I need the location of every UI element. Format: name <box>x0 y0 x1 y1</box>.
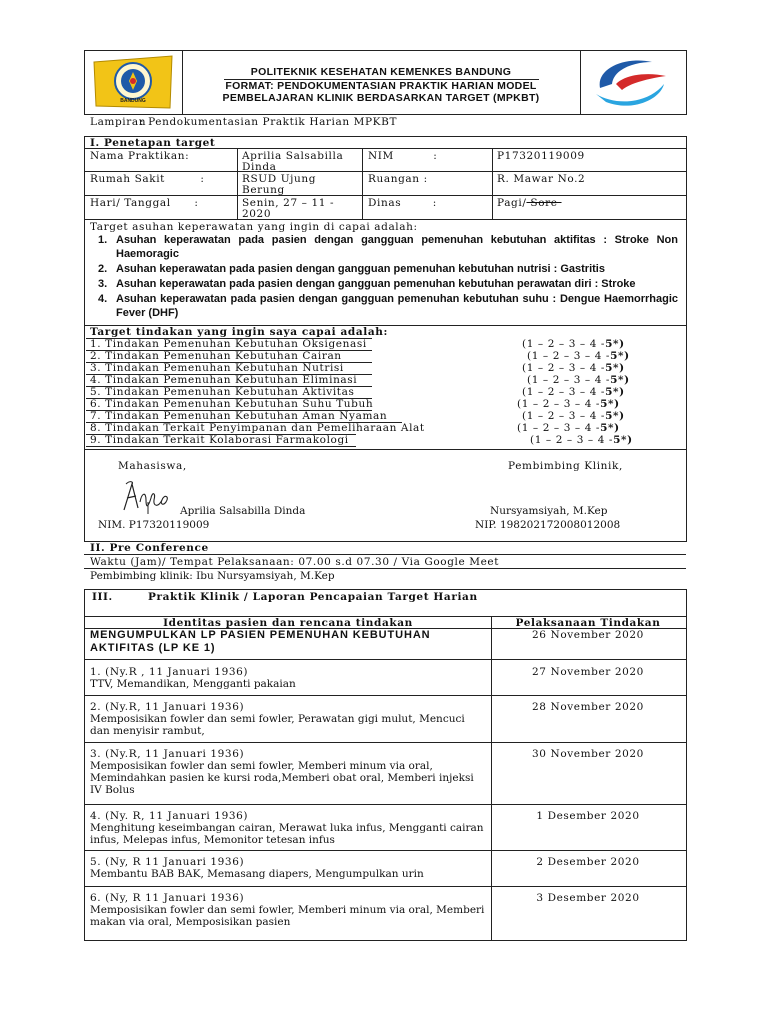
target-item: 1. Asuhan keperawatan pada pasien dengan gangguan pemenuhan kebutuhan aktifitas : Stroke Non Haemoragic <box>98 234 678 260</box>
tindakan-scale: (1 – 2 – 3 – 4 -5*) <box>517 422 620 434</box>
target-list <box>90 233 678 321</box>
date-cell: 2 Desember 2020 <box>536 856 640 868</box>
left-logo-text: BANDUNG <box>120 98 146 104</box>
lp-title-line2: AKTIFITAS (LP KE 1) <box>90 642 216 654</box>
tindakan-item-label: 7. Tindakan Pemenuhan Kebutuhan Aman Nyaman <box>90 410 388 422</box>
poltekkes-logo <box>92 54 174 110</box>
tindakan-item-label: 4. Tindakan Pemenuhan Kebutuhan Eliminasi <box>90 374 358 386</box>
tindakan-heading: Target tindakan yang ingin saya capai adalah: <box>90 326 388 338</box>
section2-title: II. Pre Conference <box>90 542 209 554</box>
patient-actions: Menghitung keseimbangan cairan, Merawat luka infus, Mengganti cairan infus, Melepas infus, Memonitor tetesan infus <box>90 822 484 846</box>
tindakan-scale: (1 – 2 – 3 – 4 -5*) <box>522 338 625 350</box>
nama-value-1: Aprilia Salsabilla <box>242 150 344 162</box>
student-nim: NIM. P17320119009 <box>98 519 210 531</box>
date-cell: 28 November 2020 <box>532 701 644 713</box>
tindakan-scale: (1 – 2 – 3 – 4 -5*) <box>522 386 625 398</box>
hari-value-1: Senin, 27 – 11 - <box>242 197 335 209</box>
tindakan-item-label: 8. Tindakan Terkait Penyimpanan dan Pemeliharaan Alat <box>90 422 425 434</box>
rumah-sakit-value-1: RSUD Ujung <box>242 173 317 185</box>
lampiran-value: : Pendokumentasian Praktik Harian MPKBT <box>140 116 398 128</box>
patient-header: 3. (Ny.R, 11 Januari 1936) <box>90 748 245 760</box>
pembimbing-nip: NIP. 198202172008012008 <box>475 519 621 531</box>
institution-name: POLITEKNIK KESEHATAN KEMENKES BANDUNG <box>250 66 512 78</box>
tindakan-scale: (1 – 2 – 3 – 4 -5*) <box>527 374 630 386</box>
ruangan-label: Ruangan : <box>368 173 428 185</box>
nim-label: NIM : <box>368 150 438 162</box>
tindakan-scale: (1 – 2 – 3 – 4 -5*) <box>527 350 630 362</box>
preconference-time: Waktu (Jam)/ Tempat Pelaksanaan: 07.00 s.d 07.30 / Via Google Meet <box>90 556 500 568</box>
format-title-line2: PEMBELAJARAN KLINIK BERDASARKAN TARGET (MPKBT) <box>222 92 540 104</box>
dinas-value <box>497 197 562 209</box>
tindakan-scale: (1 – 2 – 3 – 4 -5*) <box>517 398 620 410</box>
tindakan-item-label: 2. Tindakan Pemenuhan Kebutuhan Cairan <box>90 350 342 362</box>
date-cell: 3 Desember 2020 <box>536 892 640 904</box>
col-identitas-header: Identitas pasien dan rencana tindakan <box>163 617 413 629</box>
ruangan-value: R. Mawar No.2 <box>497 173 586 185</box>
date-cell: 1 Desember 2020 <box>536 810 640 822</box>
tindakan-item-label: 9. Tindakan Terkait Kolaborasi Farmakologi <box>90 434 349 446</box>
tindakan-item-label: 1. Tindakan Pemenuhan Kebutuhan Oksigenasi <box>90 338 367 350</box>
format-title-line1: FORMAT: PENDOKUMENTASIAN PRAKTIK HARIAN MODEL <box>225 80 537 92</box>
rumah-sakit-label: Rumah Sakit : <box>90 173 205 185</box>
target-item: 2. Asuhan keperawatan pada pasien dengan gangguan pemenuhan kebutuhan nutrisi : Gastritis <box>98 263 605 275</box>
student-signature <box>118 478 178 518</box>
section1-title: I. Penetapan target <box>90 137 216 149</box>
tindakan-item-label: 6. Tindakan Pemenuhan Kebutuhan Suhu Tubuh <box>90 398 374 410</box>
mahasiswa-title: Mahasiswa, <box>118 460 187 472</box>
date-cell: 30 November 2020 <box>532 748 644 760</box>
dinas-pagi: Pagi/ <box>497 197 527 209</box>
pembimbing-title: Pembimbing Klinik, <box>508 460 623 472</box>
patient-actions: Memposisikan fowler dan semi fowler, Memberi minum via oral, Memindahkan pasien ke kursi roda,Memberi obat oral, Memberi injeksi IV Bolus <box>90 760 474 796</box>
patient-actions: Memposisikan fowler dan semi fowler, Perawatan gigi mulut, Mencuci dan menyisir rambut, <box>90 713 465 737</box>
hari-value-2: 2020 <box>242 208 272 220</box>
dinas-sore-struck: Sore <box>526 197 562 209</box>
nim-value: P17320119009 <box>497 150 585 162</box>
patient-actions: Membantu BAB BAK, Memasang diapers, Mengumpulkan urin <box>90 868 424 880</box>
kemenkes-logo <box>586 54 678 110</box>
section3-title: Praktik Klinik / Laporan Pencapaian Target Harian <box>148 591 478 603</box>
hari-label: Hari/ Tanggal : <box>90 197 199 209</box>
rumah-sakit-value-2: Berung <box>242 184 285 196</box>
nama-label: Nama Praktikan: <box>90 150 190 162</box>
patient-header: 5. (Ny, R 11 Januari 1936) <box>90 856 245 868</box>
target-item: 4. Asuhan keperawatan pada pasien dengan gangguan pemenuhan kebutuhan suhu : Dengue Haemorrhagic Fever (DHF) <box>98 293 678 319</box>
section3-number: III. <box>92 591 113 603</box>
date-cell: 26 November 2020 <box>532 629 644 641</box>
target-item: 3. Asuhan keperawatan pada pasien dengan gangguan pemenuhan kebutuhan perawatan diri : Stroke <box>98 278 636 290</box>
student-name: Aprilia Salsabilla Dinda <box>180 505 306 517</box>
date-cell: 27 November 2020 <box>532 666 644 678</box>
dinas-label: Dinas : <box>368 197 437 209</box>
target-intro: Target asuhan keperawatan yang ingin di capai adalah: <box>90 221 418 233</box>
lampiran-label: Lampiran <box>90 116 147 128</box>
tindakan-scale: (1 – 2 – 3 – 4 -5*) <box>522 362 625 374</box>
nama-value-2: Dinda <box>242 161 277 173</box>
patient-actions: Memposisikan fowler dan semi fowler, Memberi minum via oral, Memberi makan via oral, Memposisikan pasien <box>90 904 485 928</box>
preconference-pembimbing: Pembimbing klinik: Ibu Nursyamsiyah, M.Kep <box>90 570 335 582</box>
patient-header: 2. (Ny.R, 11 Januari 1936) <box>90 701 245 713</box>
patient-header: 4. (Ny. R, 11 Januari 1936) <box>90 810 249 822</box>
col-pelaksanaan-header: Pelaksanaan Tindakan <box>515 617 661 629</box>
tindakan-scale: (1 – 2 – 3 – 4 -5*) <box>522 410 625 422</box>
tindakan-item-label: 3. Tindakan Pemenuhan Kebutuhan Nutrisi <box>90 362 344 374</box>
tindakan-scale: (1 – 2 – 3 – 4 -5*) <box>530 434 633 446</box>
patient-actions: TTV, Memandikan, Mengganti pakaian <box>90 678 296 690</box>
lp-title-line1: MENGUMPULKAN LP PASIEN PEMENUHAN KEBUTUHAN <box>90 629 431 641</box>
patient-header: 1. (Ny.R , 11 Januari 1936) <box>90 666 249 678</box>
tindakan-item-label: 5. Tindakan Pemenuhan Kebutuhan Aktivitas <box>90 386 355 398</box>
patient-header: 6. (Ny, R 11 Januari 1936) <box>90 892 245 904</box>
pembimbing-name: Nursyamsiyah, M.Kep <box>490 505 608 517</box>
